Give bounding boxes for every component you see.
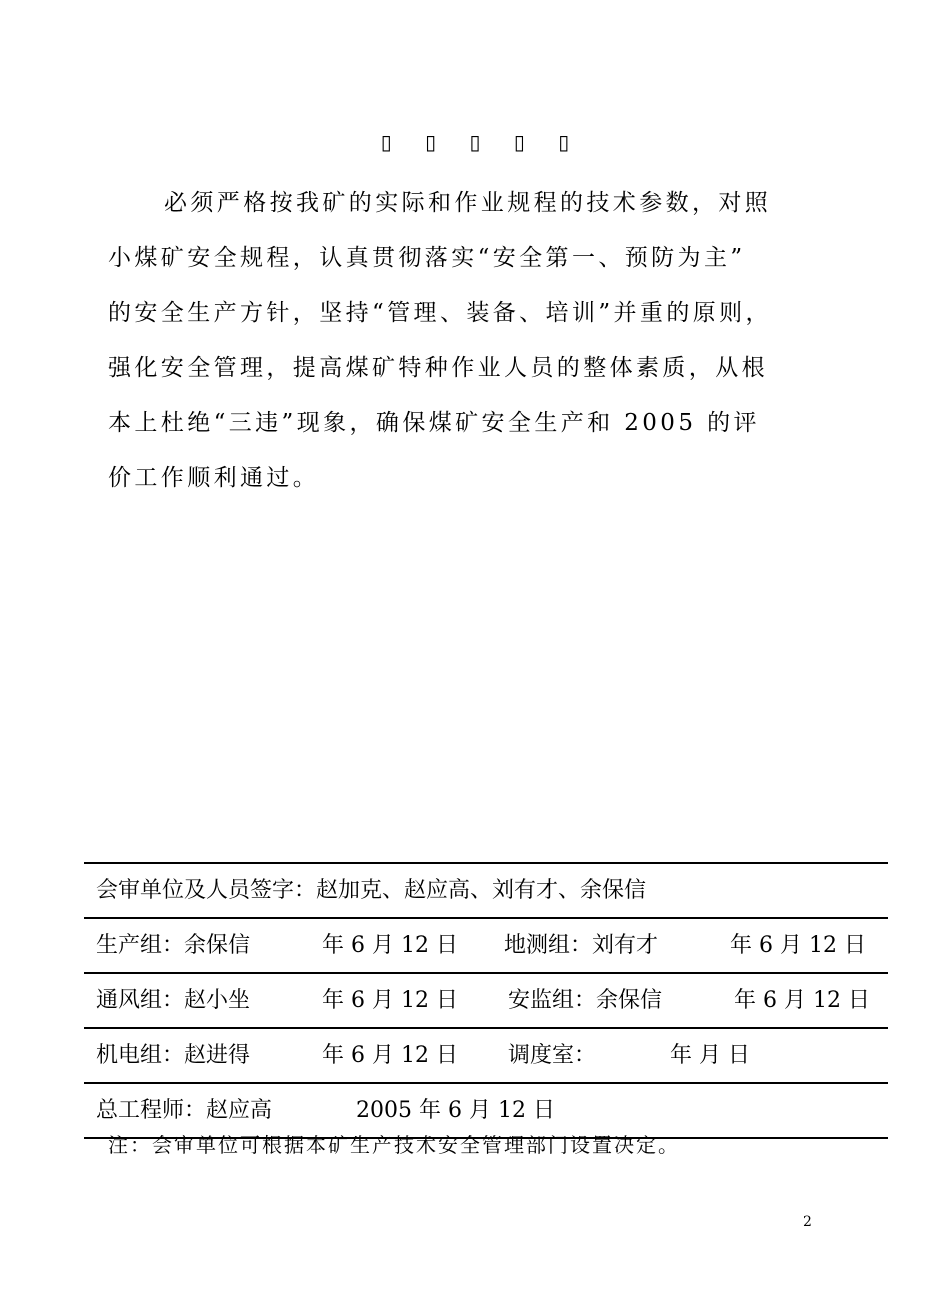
- signer-label: 地测组：刘有才: [504, 933, 659, 958]
- signature-table: [84, 862, 888, 1139]
- body-line: 小煤矿安全规程，认真贯彻落实“安全第一、预防为主”: [108, 245, 746, 271]
- body-line: 强化安全管理，提高煤矿特种作业人员的整体素质，从根: [108, 355, 768, 381]
- sign-date: 2005 年 6 月 12 日: [356, 1098, 555, 1123]
- sign-date: 年 月 日: [670, 1043, 750, 1068]
- page-heading: [0, 130, 950, 154]
- signature-row: [84, 1027, 888, 1082]
- signature-row: [84, 917, 888, 972]
- signer-label: 通风组：赵小坐: [96, 988, 251, 1013]
- sign-date: 年 6 月 12 日: [734, 988, 870, 1013]
- heading-glyph: ▯: [558, 130, 570, 154]
- footnote: 注：会审单位可根据本矿生产技术安全管理部门设置决定。: [108, 1133, 680, 1157]
- body-line: 本上杜绝“三违”现象，确保煤矿安全生产和 2005 的评: [108, 410, 760, 436]
- heading-glyph: ▯: [425, 130, 437, 154]
- body-line: 必须严格按我矿的实际和作业规程的技术参数，对照: [164, 190, 772, 216]
- heading-glyph: ▯: [513, 130, 525, 154]
- signer-label: 调度室：: [508, 1043, 597, 1068]
- sign-date: 年 6 月 12 日: [322, 933, 458, 958]
- sign-date: 年 6 月 12 日: [322, 1043, 458, 1068]
- heading-glyph: ▯: [380, 130, 392, 154]
- signer-label: 机电组：赵进得: [96, 1043, 251, 1068]
- signer-label: 总工程师：赵应高: [96, 1098, 273, 1123]
- sign-date: 年 6 月 12 日: [322, 988, 458, 1013]
- body-line: 价工作顺利通过。: [108, 465, 320, 491]
- signature-header-row: [84, 862, 888, 917]
- page-number: 2: [803, 1214, 812, 1230]
- signer-label: 安监组：余保信: [508, 988, 663, 1013]
- sign-date: 年 6 月 12 日: [730, 933, 866, 958]
- signature-row: [84, 972, 888, 1027]
- signature-header: 会审单位及人员签字：赵加克、赵应高、刘有才、余保信: [96, 878, 647, 903]
- heading-glyph: ▯: [469, 130, 481, 154]
- body-line: 的安全生产方针，坚持“管理、装备、培训”并重的原则，: [108, 300, 772, 326]
- body-paragraph: [108, 176, 848, 506]
- signer-label: 生产组：余保信: [96, 933, 251, 958]
